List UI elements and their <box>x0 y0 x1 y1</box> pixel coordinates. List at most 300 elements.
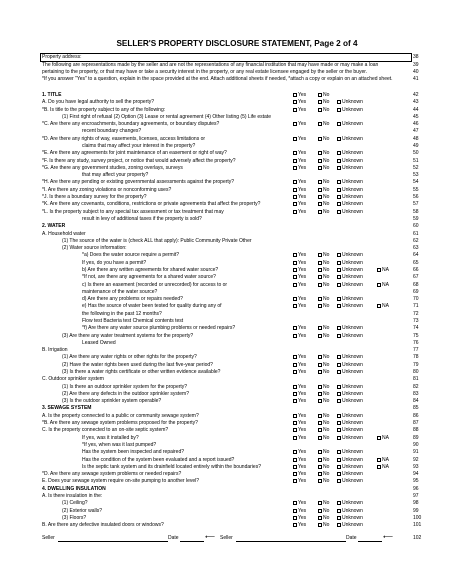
yes-label: Yes <box>298 478 307 485</box>
no-label: No <box>323 325 330 332</box>
line-number: 59 <box>413 215 419 222</box>
no-checkbox[interactable] <box>318 363 322 367</box>
unknown-label: Unknown <box>342 434 363 441</box>
line-number: 45 <box>413 113 419 120</box>
line-number: 64 <box>413 252 419 259</box>
yes-label: Yes <box>298 383 307 390</box>
no-checkbox[interactable] <box>318 159 322 163</box>
unknown-checkbox[interactable] <box>337 326 341 330</box>
yes-checkbox[interactable] <box>293 501 297 505</box>
unknown-checkbox[interactable] <box>337 479 341 483</box>
line-number: 53 <box>413 172 419 179</box>
line-number: 93 <box>413 463 419 470</box>
question-text: *L. Is the property subject to any special tax assessment or tax treatment that may <box>42 208 224 215</box>
no-checkbox[interactable] <box>318 516 322 520</box>
yes-checkbox[interactable] <box>293 166 297 170</box>
no-label: No <box>323 179 330 186</box>
line-number: 79 <box>413 361 419 368</box>
yes-checkbox[interactable] <box>293 261 297 265</box>
no-label: No <box>323 420 330 427</box>
no-label: No <box>323 201 330 208</box>
line-number: 77 <box>413 347 419 354</box>
question-text: *B. Is title to the property subject to any of the following: <box>42 106 166 113</box>
unknown-checkbox[interactable] <box>337 472 341 476</box>
question-text: (1) Ceiling? <box>62 500 88 507</box>
line-number: 97 <box>413 492 419 499</box>
seller-signature-line-2 <box>236 541 346 542</box>
no-checkbox[interactable] <box>318 385 322 389</box>
line-number: 90 <box>413 441 419 448</box>
yes-label: Yes <box>298 500 307 507</box>
yes-checkbox[interactable] <box>293 428 297 432</box>
na-checkbox[interactable] <box>377 304 381 308</box>
no-label: No <box>323 252 330 259</box>
seller-signature-line-1 <box>58 541 168 542</box>
line-number: 52 <box>413 164 419 171</box>
yes-checkbox[interactable] <box>293 137 297 141</box>
question-text: *If yes, when was it last pumped? <box>82 441 157 448</box>
unknown-checkbox[interactable] <box>337 458 341 462</box>
yes-checkbox[interactable] <box>293 355 297 359</box>
no-label: No <box>323 186 330 193</box>
yes-checkbox[interactable] <box>293 195 297 199</box>
no-checkbox[interactable] <box>318 297 322 301</box>
no-checkbox[interactable] <box>318 479 322 483</box>
unknown-checkbox[interactable] <box>337 122 341 126</box>
yes-checkbox[interactable] <box>293 159 297 163</box>
line-number: 41 <box>413 76 419 82</box>
na-checkbox[interactable] <box>377 458 381 462</box>
line-number: 89 <box>413 434 419 441</box>
question-text: Has the condition of the system been evaluated and a report issued? <box>82 456 235 463</box>
question-text: (1) The source of the water is (check ALL that apply): Public Community Private Other <box>62 237 252 244</box>
question-text: that may affect your property? <box>82 172 149 179</box>
no-checkbox[interactable] <box>318 195 322 199</box>
yes-label: Yes <box>298 361 307 368</box>
no-checkbox[interactable] <box>318 428 322 432</box>
no-checkbox[interactable] <box>318 180 322 184</box>
yes-checkbox[interactable] <box>293 210 297 214</box>
yes-checkbox[interactable] <box>293 458 297 462</box>
line-number: 48 <box>413 135 419 142</box>
no-label: No <box>323 361 330 368</box>
no-checkbox[interactable] <box>318 334 322 338</box>
no-checkbox[interactable] <box>318 523 322 527</box>
unknown-checkbox[interactable] <box>337 501 341 505</box>
line-number: 42 <box>413 92 419 98</box>
question-text: maintenance of the water source? <box>82 288 158 295</box>
unknown-label: Unknown <box>342 281 363 288</box>
question-text: 4. DWELLING INSULATION <box>42 485 106 492</box>
unknown-label: Unknown <box>342 398 363 405</box>
line-number: 67 <box>413 274 419 281</box>
no-checkbox[interactable] <box>318 472 322 476</box>
yes-checkbox[interactable] <box>293 472 297 476</box>
line-number: 95 <box>413 478 419 485</box>
question-text: E. Does your sewage system require on-site pumping to another level? <box>42 478 200 485</box>
yes-label: Yes <box>298 369 307 376</box>
question-text: *K. Are there any covenants, conditions, restrictions or private agreements that affect the property? <box>42 201 261 208</box>
line-number: 43 <box>413 99 419 106</box>
unknown-checkbox[interactable] <box>337 414 341 418</box>
unknown-label: Unknown <box>342 427 363 434</box>
question-text: claims that may affect your interest in the property? <box>82 143 196 150</box>
unknown-label: Unknown <box>342 471 363 478</box>
question-text: (2) Water source information: <box>62 245 127 252</box>
no-label: No <box>323 150 330 157</box>
no-checkbox[interactable] <box>318 283 322 287</box>
unknown-checkbox[interactable] <box>337 334 341 338</box>
line-number: 55 <box>413 186 419 193</box>
question-text: *If not, are there any agreements for a shared water source? <box>82 274 216 281</box>
unknown-checkbox[interactable] <box>337 180 341 184</box>
no-checkbox[interactable] <box>318 137 322 141</box>
unknown-label: Unknown <box>342 208 363 215</box>
yes-checkbox[interactable] <box>293 363 297 367</box>
no-checkbox[interactable] <box>318 304 322 308</box>
question-text: (3) Floors? <box>62 514 87 521</box>
yes-checkbox[interactable] <box>293 436 297 440</box>
no-label: No <box>323 369 330 376</box>
seller-label-2: Seller <box>220 535 233 541</box>
yes-checkbox[interactable] <box>293 297 297 301</box>
unknown-checkbox[interactable] <box>337 370 341 374</box>
yes-checkbox[interactable] <box>293 283 297 287</box>
yes-checkbox[interactable] <box>293 151 297 155</box>
no-label: No <box>323 514 330 521</box>
unknown-label: Unknown <box>342 201 363 208</box>
unknown-checkbox[interactable] <box>337 516 341 520</box>
yes-checkbox[interactable] <box>293 421 297 425</box>
no-label: No <box>323 427 330 434</box>
no-checkbox[interactable] <box>318 93 322 97</box>
no-label: No <box>323 194 330 201</box>
unknown-checkbox[interactable] <box>337 261 341 265</box>
question-text: (2) Are there any defects in the outdoor sprinkler system? <box>62 390 190 397</box>
unknown-label: Unknown <box>342 507 363 514</box>
no-checkbox[interactable] <box>318 275 322 279</box>
yes-checkbox[interactable] <box>293 516 297 520</box>
yes-label: Yes <box>298 514 307 521</box>
na-checkbox[interactable] <box>377 268 381 272</box>
yes-label: Yes <box>298 303 307 310</box>
yes-checkbox[interactable] <box>293 465 297 469</box>
question-text: 2. WATER <box>42 223 66 230</box>
yes-checkbox[interactable] <box>293 188 297 192</box>
unknown-checkbox[interactable] <box>337 159 341 163</box>
yes-label: Yes <box>298 179 307 186</box>
title-text: SELLER'S PROPERTY DISCLOSURE STATEMENT, <box>116 39 312 48</box>
unknown-checkbox[interactable] <box>337 509 341 513</box>
question-text: *H. Are there any pending or existing governmental assessments against the property? <box>42 179 235 186</box>
yes-label: Yes <box>298 252 307 259</box>
no-label: No <box>323 500 330 507</box>
no-checkbox[interactable] <box>318 188 322 192</box>
yes-checkbox[interactable] <box>293 268 297 272</box>
yes-checkbox[interactable] <box>293 180 297 184</box>
unknown-checkbox[interactable] <box>337 108 341 112</box>
line-number: 74 <box>413 325 419 332</box>
unknown-checkbox[interactable] <box>337 421 341 425</box>
question-text: If yes, was it installed by? <box>82 434 139 441</box>
no-label: No <box>323 522 330 529</box>
no-label: No <box>323 434 330 441</box>
no-checkbox[interactable] <box>318 202 322 206</box>
no-label: No <box>323 92 330 98</box>
unknown-label: Unknown <box>342 150 363 157</box>
no-checkbox[interactable] <box>318 392 322 396</box>
yes-label: Yes <box>298 325 307 332</box>
unknown-checkbox[interactable] <box>337 100 341 104</box>
line-number: 66 <box>413 266 419 273</box>
line-number: 54 <box>413 179 419 186</box>
no-checkbox[interactable] <box>318 326 322 330</box>
no-checkbox[interactable] <box>318 421 322 425</box>
unknown-checkbox[interactable] <box>337 137 341 141</box>
unknown-checkbox[interactable] <box>337 283 341 287</box>
unknown-checkbox[interactable] <box>337 297 341 301</box>
yes-label: Yes <box>298 522 307 529</box>
yes-label: Yes <box>298 281 307 288</box>
no-label: No <box>323 449 330 456</box>
unknown-checkbox[interactable] <box>337 151 341 155</box>
date-line-1 <box>180 541 204 542</box>
no-checkbox[interactable] <box>318 450 322 454</box>
line-number: 50 <box>413 150 419 157</box>
intro-line-3: *If you answer "Yes" to a question, explain in the space provided at the end. Attach additional sheets if needed, *attach a copy or explain on an attached sheet. <box>42 76 393 82</box>
question-text: B. Irrigation <box>42 347 68 354</box>
line-number: 94 <box>413 471 419 478</box>
no-checkbox[interactable] <box>318 108 322 112</box>
yes-label: Yes <box>298 427 307 434</box>
unknown-label: Unknown <box>342 157 363 164</box>
no-checkbox[interactable] <box>318 268 322 272</box>
line-number: 46 <box>413 121 419 128</box>
line-number: 86 <box>413 412 419 419</box>
question-text: Has the system been inspected and repaired? <box>82 449 185 456</box>
line-number: 76 <box>413 339 419 346</box>
yes-checkbox[interactable] <box>293 392 297 396</box>
no-checkbox[interactable] <box>318 414 322 418</box>
no-label: No <box>323 121 330 128</box>
property-address-box[interactable] <box>40 53 412 62</box>
no-label: No <box>323 208 330 215</box>
yes-checkbox[interactable] <box>293 326 297 330</box>
yes-checkbox[interactable] <box>293 275 297 279</box>
na-label: NA <box>382 281 389 288</box>
unknown-checkbox[interactable] <box>337 188 341 192</box>
line-number: 49 <box>413 143 419 150</box>
line-number: 83 <box>413 390 419 397</box>
unknown-checkbox[interactable] <box>337 363 341 367</box>
unknown-checkbox[interactable] <box>337 428 341 432</box>
no-checkbox[interactable] <box>318 355 322 359</box>
no-checkbox[interactable] <box>318 253 322 257</box>
yes-label: Yes <box>298 412 307 419</box>
yes-label: Yes <box>298 456 307 463</box>
unknown-checkbox[interactable] <box>337 392 341 396</box>
line-number: 98 <box>413 500 419 507</box>
yes-checkbox[interactable] <box>293 100 297 104</box>
unknown-checkbox[interactable] <box>337 275 341 279</box>
unknown-checkbox[interactable] <box>337 385 341 389</box>
yes-label: Yes <box>298 434 307 441</box>
na-checkbox[interactable] <box>377 436 381 440</box>
question-text: 3. SEWAGE SYSTEM <box>42 405 92 412</box>
question-text: Leased Owned <box>82 339 116 346</box>
no-checkbox[interactable] <box>318 210 322 214</box>
line-number: 101 <box>413 522 422 529</box>
question-text: 1. TITLE <box>42 92 62 98</box>
unknown-label: Unknown <box>342 449 363 456</box>
yes-label: Yes <box>298 274 307 281</box>
unknown-checkbox[interactable] <box>337 355 341 359</box>
question-text: *D. Are there any sewage system problems or needed repairs? <box>42 471 182 478</box>
unknown-checkbox[interactable] <box>337 268 341 272</box>
yes-label: Yes <box>298 201 307 208</box>
question-text: A. Do you have legal authority to sell the property? <box>42 99 155 106</box>
unknown-label: Unknown <box>342 135 363 142</box>
line-number: 88 <box>413 427 419 434</box>
no-label: No <box>323 106 330 113</box>
yes-checkbox[interactable] <box>293 509 297 513</box>
yes-checkbox[interactable] <box>293 414 297 418</box>
unknown-label: Unknown <box>342 361 363 368</box>
question-text: A. Is the property connected to a public or community sewage system? <box>42 412 199 419</box>
no-checkbox[interactable] <box>318 501 322 505</box>
question-text: *J. Is there a boundary survey for the property? <box>42 194 147 201</box>
line-number: 39 <box>413 62 419 68</box>
question-text: (3) Is the outdoor sprinkler system operable? <box>62 398 162 405</box>
unknown-checkbox[interactable] <box>337 450 341 454</box>
unknown-label: Unknown <box>342 303 363 310</box>
line-number: 81 <box>413 376 419 383</box>
line-number: 75 <box>413 332 419 339</box>
yes-checkbox[interactable] <box>293 399 297 403</box>
unknown-checkbox[interactable] <box>337 195 341 199</box>
unknown-label: Unknown <box>342 420 363 427</box>
unknown-label: Unknown <box>342 522 363 529</box>
line-number: 72 <box>413 310 419 317</box>
na-label: NA <box>382 303 389 310</box>
unknown-label: Unknown <box>342 179 363 186</box>
yes-checkbox[interactable] <box>293 450 297 454</box>
question-text: *D. Are there any rights of way, easements, licenses, access limitations or <box>42 135 206 142</box>
no-label: No <box>323 398 330 405</box>
question-text: (1) First right of refusal (2) Option (3) Lease or rental agreement (4) Other listing (5) Life estate <box>62 113 271 120</box>
na-checkbox[interactable] <box>377 283 381 287</box>
no-checkbox[interactable] <box>318 399 322 403</box>
line-number: 100 <box>413 514 422 521</box>
question-text: B. Are there any defective insulated doors or windows? <box>42 522 164 529</box>
no-checkbox[interactable] <box>318 166 322 170</box>
yes-label: Yes <box>298 121 307 128</box>
no-label: No <box>323 478 330 485</box>
yes-label: Yes <box>298 208 307 215</box>
unknown-checkbox[interactable] <box>337 399 341 403</box>
line-number: 92 <box>413 456 419 463</box>
seller-label-1: Seller <box>42 535 55 541</box>
no-checkbox[interactable] <box>318 151 322 155</box>
no-label: No <box>323 354 330 361</box>
unknown-label: Unknown <box>342 194 363 201</box>
yes-checkbox[interactable] <box>293 108 297 112</box>
na-checkbox[interactable] <box>377 465 381 469</box>
yes-checkbox[interactable] <box>293 202 297 206</box>
unknown-label: Unknown <box>342 186 363 193</box>
yes-checkbox[interactable] <box>293 122 297 126</box>
yes-checkbox[interactable] <box>293 253 297 257</box>
yes-checkbox[interactable] <box>293 93 297 97</box>
question-text: *E. Are there any agreements for joint maintenance of an easement or right of way? <box>42 150 227 157</box>
question-text: (3) Are there any water treatment systems for the property? <box>62 332 194 339</box>
no-label: No <box>323 135 330 142</box>
no-checkbox[interactable] <box>318 261 322 265</box>
question-text: c) Is there an easement (recorded or unrecorded) for access to or <box>82 281 228 288</box>
yes-label: Yes <box>298 135 307 142</box>
line-number: 91 <box>413 449 419 456</box>
unknown-label: Unknown <box>342 164 363 171</box>
question-text: *f) Are there any water source plumbing problems or needed repairs? <box>82 325 236 332</box>
unknown-checkbox[interactable] <box>337 253 341 257</box>
no-checkbox[interactable] <box>318 458 322 462</box>
unknown-label: Unknown <box>342 121 363 128</box>
unknown-label: Unknown <box>342 296 363 303</box>
yes-checkbox[interactable] <box>293 334 297 338</box>
yes-label: Yes <box>298 463 307 470</box>
yes-checkbox[interactable] <box>293 370 297 374</box>
question-text: d) Are there any problems or repairs needed? <box>82 296 183 303</box>
unknown-label: Unknown <box>342 500 363 507</box>
unknown-checkbox[interactable] <box>337 523 341 527</box>
no-checkbox[interactable] <box>318 509 322 513</box>
no-checkbox[interactable] <box>318 465 322 469</box>
line-number: 63 <box>413 245 419 252</box>
line-number: 84 <box>413 398 419 405</box>
date-line-2 <box>358 541 382 542</box>
unknown-label: Unknown <box>342 106 363 113</box>
no-checkbox[interactable] <box>318 436 322 440</box>
no-checkbox[interactable] <box>318 122 322 126</box>
yes-checkbox[interactable] <box>293 479 297 483</box>
unknown-label: Unknown <box>342 99 363 106</box>
unknown-checkbox[interactable] <box>337 210 341 214</box>
question-text: (2) Have the water rights been used during the last five-year period? <box>62 361 213 368</box>
unknown-label: Unknown <box>342 354 363 361</box>
unknown-checkbox[interactable] <box>337 166 341 170</box>
unknown-checkbox[interactable] <box>337 465 341 469</box>
line-number: 71 <box>413 303 419 310</box>
yes-checkbox[interactable] <box>293 523 297 527</box>
unknown-checkbox[interactable] <box>337 304 341 308</box>
yes-label: Yes <box>298 296 307 303</box>
unknown-checkbox[interactable] <box>337 202 341 206</box>
no-checkbox[interactable] <box>318 370 322 374</box>
no-label: No <box>323 259 330 266</box>
unknown-checkbox[interactable] <box>337 436 341 440</box>
property-address-label: Property address: <box>42 54 82 60</box>
date-label-1: Date <box>168 535 179 541</box>
unknown-label: Unknown <box>342 383 363 390</box>
no-checkbox[interactable] <box>318 100 322 104</box>
question-text: (3) Is there a water rights certificate or other written evidence available? <box>62 369 221 376</box>
yes-checkbox[interactable] <box>293 304 297 308</box>
yes-label: Yes <box>298 449 307 456</box>
line-number: 65 <box>413 259 419 266</box>
yes-label: Yes <box>298 99 307 106</box>
yes-checkbox[interactable] <box>293 385 297 389</box>
question-text: *G. Are there any government studies, zoning overlays, surveys <box>42 164 183 171</box>
